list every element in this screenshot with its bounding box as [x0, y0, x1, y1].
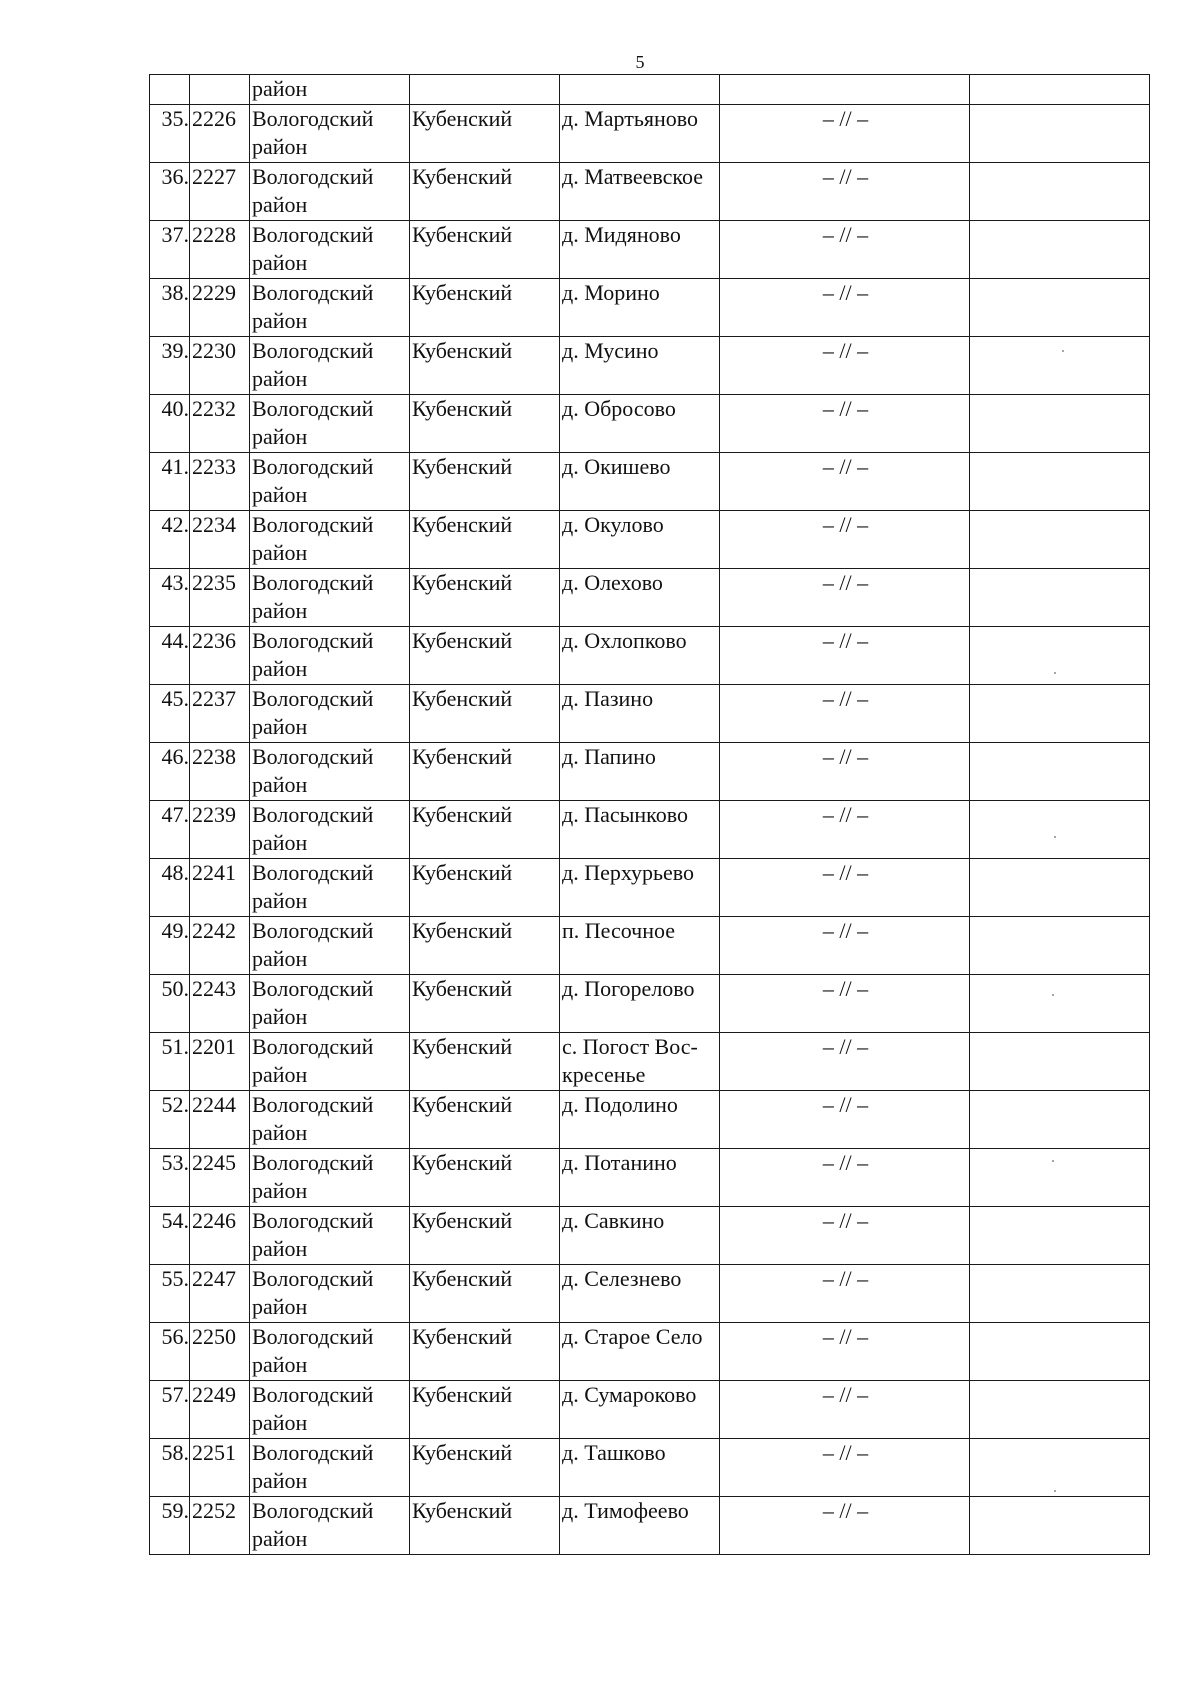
cell-settlement-council: Кубенский [410, 569, 560, 627]
cell-empty [970, 1207, 1150, 1265]
cell-num: 48. [150, 859, 190, 917]
cell-code: 2246 [190, 1207, 250, 1265]
cell-num: 44. [150, 627, 190, 685]
cell-locality: с. Погост Вос-кресенье [560, 1033, 720, 1091]
cell-code: 2232 [190, 395, 250, 453]
cell-note: – // – [720, 105, 970, 163]
cell-settlement-council: Кубенский [410, 975, 560, 1033]
cell-district: Вологодский район [250, 221, 410, 279]
cell-note: – // – [720, 743, 970, 801]
cell-district: Вологодский район [250, 1149, 410, 1207]
cell-locality: д. Олехово [560, 569, 720, 627]
table-row [150, 1381, 1150, 1439]
cell-note: – // – [720, 1091, 970, 1149]
cell-settlement-council: Кубенский [410, 1265, 560, 1323]
scan-speck [1052, 994, 1054, 996]
cell-settlement-council: Кубенский [410, 1323, 560, 1381]
cell-code: 2227 [190, 163, 250, 221]
scan-speck [1062, 350, 1064, 352]
cell-note: – // – [720, 1323, 970, 1381]
cell-locality: д. Сумароково [560, 1381, 720, 1439]
cell-empty [970, 1381, 1150, 1439]
cell-locality: д. Мусино [560, 337, 720, 395]
table-row [150, 627, 1150, 685]
table-row [150, 221, 1150, 279]
cell-settlement-council: Кубенский [410, 1091, 560, 1149]
cell-locality: д. Ташково [560, 1439, 720, 1497]
cell-num: 49. [150, 917, 190, 975]
cell-code: 2237 [190, 685, 250, 743]
cell-locality: д. Перхурьево [560, 859, 720, 917]
table-row [150, 975, 1150, 1033]
cell-empty [970, 1265, 1150, 1323]
cell-district: Вологодский район [250, 453, 410, 511]
cell-num: 58. [150, 1439, 190, 1497]
cell-settlement-council: Кубенский [410, 1381, 560, 1439]
cell-code: 2251 [190, 1439, 250, 1497]
cell-settlement-council: Кубенский [410, 395, 560, 453]
cell-num: 51. [150, 1033, 190, 1091]
cell-district: Вологодский район [250, 395, 410, 453]
cell-code: 2243 [190, 975, 250, 1033]
cell-code: 2241 [190, 859, 250, 917]
cell-locality: д. Мидяново [560, 221, 720, 279]
cell-note: – // – [720, 975, 970, 1033]
cell-district: Вологодский район [250, 337, 410, 395]
table-row [150, 163, 1150, 221]
cell-empty [970, 395, 1150, 453]
cell-settlement-council [410, 75, 560, 105]
cell-code: 2226 [190, 105, 250, 163]
table-row [150, 395, 1150, 453]
table-row [150, 1497, 1150, 1555]
cell-note: – // – [720, 917, 970, 975]
cell-empty [970, 75, 1150, 105]
cell-note: – // – [720, 511, 970, 569]
cell-code: 2233 [190, 453, 250, 511]
cell-code: 2201 [190, 1033, 250, 1091]
cell-empty [970, 1439, 1150, 1497]
cell-code: 2250 [190, 1323, 250, 1381]
cell-note: – // – [720, 221, 970, 279]
cell-note: – // – [720, 569, 970, 627]
table-body [150, 75, 1150, 1555]
cell-empty [970, 685, 1150, 743]
cell-num: 37. [150, 221, 190, 279]
locality-registry-table [149, 74, 1150, 1555]
cell-num: 43. [150, 569, 190, 627]
cell-settlement-council: Кубенский [410, 627, 560, 685]
cell-note [720, 75, 970, 105]
cell-district: Вологодский район [250, 1033, 410, 1091]
cell-settlement-council: Кубенский [410, 1033, 560, 1091]
scan-speck [1054, 836, 1056, 838]
cell-empty [970, 511, 1150, 569]
cell-district: Вологодский район [250, 743, 410, 801]
cell-code: 2244 [190, 1091, 250, 1149]
cell-settlement-council: Кубенский [410, 801, 560, 859]
cell-note: – // – [720, 453, 970, 511]
cell-settlement-council: Кубенский [410, 859, 560, 917]
cell-settlement-council: Кубенский [410, 511, 560, 569]
cell-settlement-council: Кубенский [410, 105, 560, 163]
cell-empty [970, 1033, 1150, 1091]
table-row [150, 859, 1150, 917]
cell-num: 42. [150, 511, 190, 569]
cell-num: 50. [150, 975, 190, 1033]
cell-settlement-council: Кубенский [410, 1207, 560, 1265]
table-row [150, 569, 1150, 627]
cell-locality: д. Папино [560, 743, 720, 801]
cell-note: – // – [720, 801, 970, 859]
cell-num: 35. [150, 105, 190, 163]
cell-empty [970, 975, 1150, 1033]
table-row [150, 1207, 1150, 1265]
cell-locality: п. Песочное [560, 917, 720, 975]
cell-code: 2238 [190, 743, 250, 801]
cell-empty [970, 279, 1150, 337]
cell-settlement-council: Кубенский [410, 685, 560, 743]
cell-district: Вологодский район [250, 801, 410, 859]
cell-settlement-council: Кубенский [410, 743, 560, 801]
cell-district: Вологодский район [250, 1381, 410, 1439]
cell-district: Вологодский район [250, 917, 410, 975]
cell-note: – // – [720, 1265, 970, 1323]
cell-num: 53. [150, 1149, 190, 1207]
cell-empty [970, 859, 1150, 917]
table-row [150, 337, 1150, 395]
cell-note: – // – [720, 685, 970, 743]
cell-code: 2228 [190, 221, 250, 279]
cell-empty [970, 337, 1150, 395]
cell-num [150, 75, 190, 105]
cell-district: Вологодский район [250, 1265, 410, 1323]
cell-settlement-council: Кубенский [410, 163, 560, 221]
table-row [150, 1091, 1150, 1149]
scan-speck [1054, 1490, 1056, 1492]
cell-locality: д. Селезнево [560, 1265, 720, 1323]
table-row [150, 1033, 1150, 1091]
cell-note: – // – [720, 1149, 970, 1207]
scan-speck [1052, 1160, 1054, 1162]
cell-code: 2230 [190, 337, 250, 395]
cell-district: Вологодский район [250, 105, 410, 163]
cell-code: 2229 [190, 279, 250, 337]
cell-note: – // – [720, 279, 970, 337]
cell-num: 52. [150, 1091, 190, 1149]
table-row [150, 1439, 1150, 1497]
cell-num: 56. [150, 1323, 190, 1381]
cell-code: 2247 [190, 1265, 250, 1323]
cell-district: Вологодский район [250, 569, 410, 627]
cell-district: Вологодский район [250, 1207, 410, 1265]
cell-num: 47. [150, 801, 190, 859]
cell-locality: д. Тимофеево [560, 1497, 720, 1555]
cell-district: Вологодский район [250, 975, 410, 1033]
cell-empty [970, 453, 1150, 511]
cell-locality: д. Охлопково [560, 627, 720, 685]
cell-num: 36. [150, 163, 190, 221]
cell-num: 39. [150, 337, 190, 395]
cell-num: 40. [150, 395, 190, 453]
cell-district: Вологодский район [250, 1323, 410, 1381]
cell-district: Вологодский район [250, 1497, 410, 1555]
table-row [150, 685, 1150, 743]
cell-empty [970, 1091, 1150, 1149]
cell-note: – // – [720, 1497, 970, 1555]
cell-note: – // – [720, 1381, 970, 1439]
cell-code: 2239 [190, 801, 250, 859]
table-row [150, 917, 1150, 975]
cell-code: 2252 [190, 1497, 250, 1555]
scan-speck [1054, 672, 1056, 674]
cell-district: Вологодский район [250, 163, 410, 221]
cell-num: 45. [150, 685, 190, 743]
cell-locality: д. Мартьяново [560, 105, 720, 163]
cell-settlement-council: Кубенский [410, 1497, 560, 1555]
cell-note: – // – [720, 337, 970, 395]
cell-locality: д. Обросово [560, 395, 720, 453]
cell-empty [970, 105, 1150, 163]
cell-locality: д. Окулово [560, 511, 720, 569]
table-row [150, 743, 1150, 801]
cell-locality: д. Старое Село [560, 1323, 720, 1381]
cell-settlement-council: Кубенский [410, 917, 560, 975]
cell-locality: д. Пасынково [560, 801, 720, 859]
continued-row [150, 75, 1150, 105]
table-row [150, 1149, 1150, 1207]
cell-note: – // – [720, 1033, 970, 1091]
table-row [150, 1265, 1150, 1323]
cell-code: 2249 [190, 1381, 250, 1439]
page-number: 5 [635, 52, 645, 72]
table-row [150, 801, 1150, 859]
cell-district-continued: район [250, 75, 410, 105]
cell-note: – // – [720, 1207, 970, 1265]
cell-district: Вологодский район [250, 511, 410, 569]
cell-district: Вологодский район [250, 279, 410, 337]
cell-settlement-council: Кубенский [410, 453, 560, 511]
cell-empty [970, 743, 1150, 801]
cell-settlement-council: Кубенский [410, 337, 560, 395]
cell-empty [970, 1323, 1150, 1381]
cell-code: 2245 [190, 1149, 250, 1207]
table-row [150, 105, 1150, 163]
table-row [150, 453, 1150, 511]
cell-locality [560, 75, 720, 105]
cell-settlement-council: Кубенский [410, 1439, 560, 1497]
cell-locality: д. Матвеевское [560, 163, 720, 221]
cell-note: – // – [720, 395, 970, 453]
cell-locality: д. Подолино [560, 1091, 720, 1149]
cell-empty [970, 1497, 1150, 1555]
cell-empty [970, 569, 1150, 627]
cell-empty [970, 801, 1150, 859]
table-row [150, 279, 1150, 337]
cell-num: 54. [150, 1207, 190, 1265]
cell-district: Вологодский район [250, 1091, 410, 1149]
cell-code: 2235 [190, 569, 250, 627]
cell-num: 38. [150, 279, 190, 337]
cell-settlement-council: Кубенский [410, 1149, 560, 1207]
cell-note: – // – [720, 1439, 970, 1497]
cell-empty [970, 221, 1150, 279]
table-row [150, 511, 1150, 569]
cell-locality: д. Морино [560, 279, 720, 337]
cell-district: Вологодский район [250, 1439, 410, 1497]
cell-locality: д. Потанино [560, 1149, 720, 1207]
cell-code: 2234 [190, 511, 250, 569]
cell-settlement-council: Кубенский [410, 279, 560, 337]
cell-num: 57. [150, 1381, 190, 1439]
cell-num: 59. [150, 1497, 190, 1555]
table-row [150, 1323, 1150, 1381]
cell-empty [970, 917, 1150, 975]
cell-empty [970, 163, 1150, 221]
cell-district: Вологодский район [250, 685, 410, 743]
cell-district: Вологодский район [250, 627, 410, 685]
cell-num: 55. [150, 1265, 190, 1323]
cell-note: – // – [720, 859, 970, 917]
cell-locality: д. Пазино [560, 685, 720, 743]
cell-code: 2236 [190, 627, 250, 685]
cell-locality: д. Погорелово [560, 975, 720, 1033]
cell-note: – // – [720, 163, 970, 221]
cell-locality: д. Окишево [560, 453, 720, 511]
cell-num: 41. [150, 453, 190, 511]
cell-locality: д. Савкино [560, 1207, 720, 1265]
cell-num: 46. [150, 743, 190, 801]
cell-code: 2242 [190, 917, 250, 975]
cell-note: – // – [720, 627, 970, 685]
cell-empty [970, 627, 1150, 685]
cell-settlement-council: Кубенский [410, 221, 560, 279]
cell-code [190, 75, 250, 105]
cell-district: Вологодский район [250, 859, 410, 917]
cell-empty [970, 1149, 1150, 1207]
